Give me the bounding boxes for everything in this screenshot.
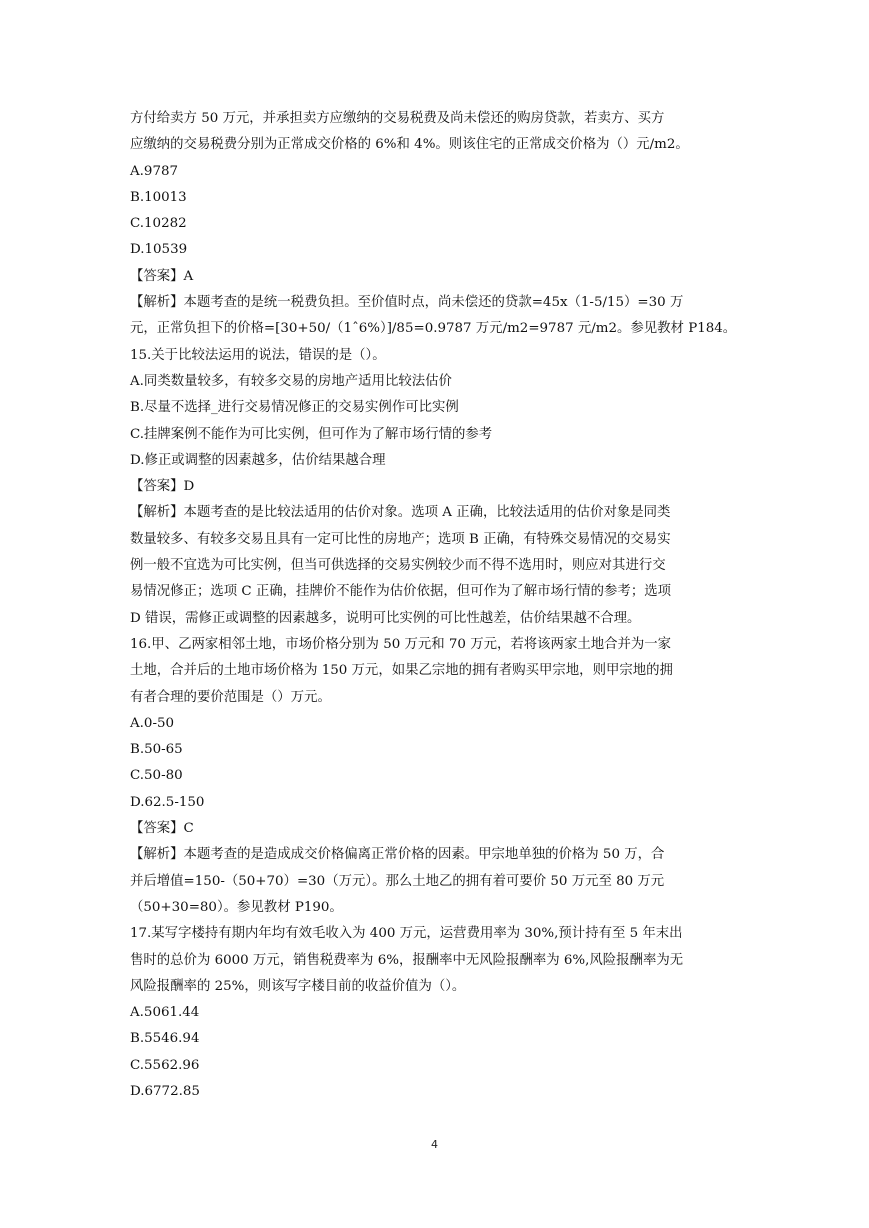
explanation-line: 【解析】本题考查的是比较法适用的估价对象。选项 A 正确，比较法适用的估价对象是同类 [130,505,671,521]
option-b: B.50-65 [130,742,183,758]
option-b: B.尽量不选择_进行交易情况修正的交易实例作可比实例 [130,400,459,416]
question-15: 15.关于比较法运用的说法，错误的是（）。 [130,347,386,363]
option-a: A.5061.44 [130,1005,200,1021]
option-a: A.同类数量较多，有较多交易的房地产适用比较法估价 [130,373,452,389]
option-a: A.9787 [130,163,179,179]
explanation-line: （50+30=80）。参见教材 P190。 [130,899,343,915]
document-body [130,106,756,1105]
explanation-line: 易情况修正；选项 C 正确，挂牌价不能作为估价依据，但可作为了解市场行情的参考；选项 [130,584,671,600]
question-16-cont: 有者合理的要价范围是（）万元。 [130,689,331,705]
explanation-line: 并后增值=150-（50+70）=30（万元）。那么土地乙的拥有着可要价 50 万元至 80 万元 [130,873,665,889]
page-number: 4 [431,1138,438,1151]
question-17-cont: 风险报酬率的 25%，则该写字楼目前的收益价值为（）。 [130,978,466,994]
question-16-cont: 土地，合并后的土地市场价格为 150 万元，如果乙宗地的拥有者购买甲宗地，则甲宗地的拥 [130,663,673,679]
option-c: C.50-80 [130,768,183,784]
question-16: 16.甲、乙两家相邻土地，市场价格分别为 50 万元和 70 万元，若将该两家土地合并为一家 [130,636,672,652]
option-c: C.10282 [130,216,187,232]
explanation-line: 元，正常负担下的价格=[30+50/（1ˆ6%）]/85=0.9787 万元/m2=9787 元/m2。参见教材 P184。 [130,321,737,337]
answer-line: 【答案】C [130,821,194,837]
answer-line: 【答案】A [130,268,194,284]
option-d: D.10539 [130,242,188,258]
option-b: B.5546.94 [130,1031,200,1047]
option-d: D.修正或调整的因素越多，估价结果越合理 [130,452,386,468]
explanation-line: 数量较多、有较多交易且具有一定可比性的房地产；选项 B 正确，有特殊交易情况的交易实 [130,531,671,547]
option-b: B.10013 [130,189,187,205]
question-17: 17.某写字楼持有期内年均有效毛收入为 400 万元，运营费用率为 30%,预计持有至 5 年末出 [130,926,683,942]
question-17-cont: 售时的总价为 6000 万元，销售税费率为 6%，报酬率中无风险报酬率为 6%,风险报酬率为无 [130,952,684,968]
explanation-line: 【解析】本题考查的是造成成交价格偏离正常价格的因素。甲宗地单独的价格为 50 万，合 [130,847,665,863]
explanation-line: D 错误，需修正或调整的因素越多，说明可比实例的可比性越差，估价结果越不合理。 [130,610,641,626]
option-d: D.62.5-150 [130,794,205,810]
explanation-line: 例一般不宜选为可比实例，但当可供选择的交易实例较少而不得不选用时，则应对其进行交 [130,558,666,574]
answer-line: 【答案】D [130,479,195,495]
explanation-line: 【解析】本题考查的是统一税费负担。至价值时点，尚未偿还的贷款=45x（1-5/15）=30 万 [130,295,684,311]
option-c: C.5562.96 [130,1057,200,1073]
option-c: C.挂牌案例不能作为可比实例，但可作为了解市场行情的参考 [130,426,493,442]
option-a: A.0-50 [130,715,175,731]
text-line: 应缴纳的交易税费分别为正常成交价格的 6%和 4%。则该住宅的正常成交价格为（）元/m2。 [130,137,689,153]
option-d: D.6772.85 [130,1083,200,1099]
text-line: 方付给卖方 50 万元，并承担卖方应缴纳的交易税费及尚未偿还的购房贷款，若卖方、买方 [130,111,665,126]
